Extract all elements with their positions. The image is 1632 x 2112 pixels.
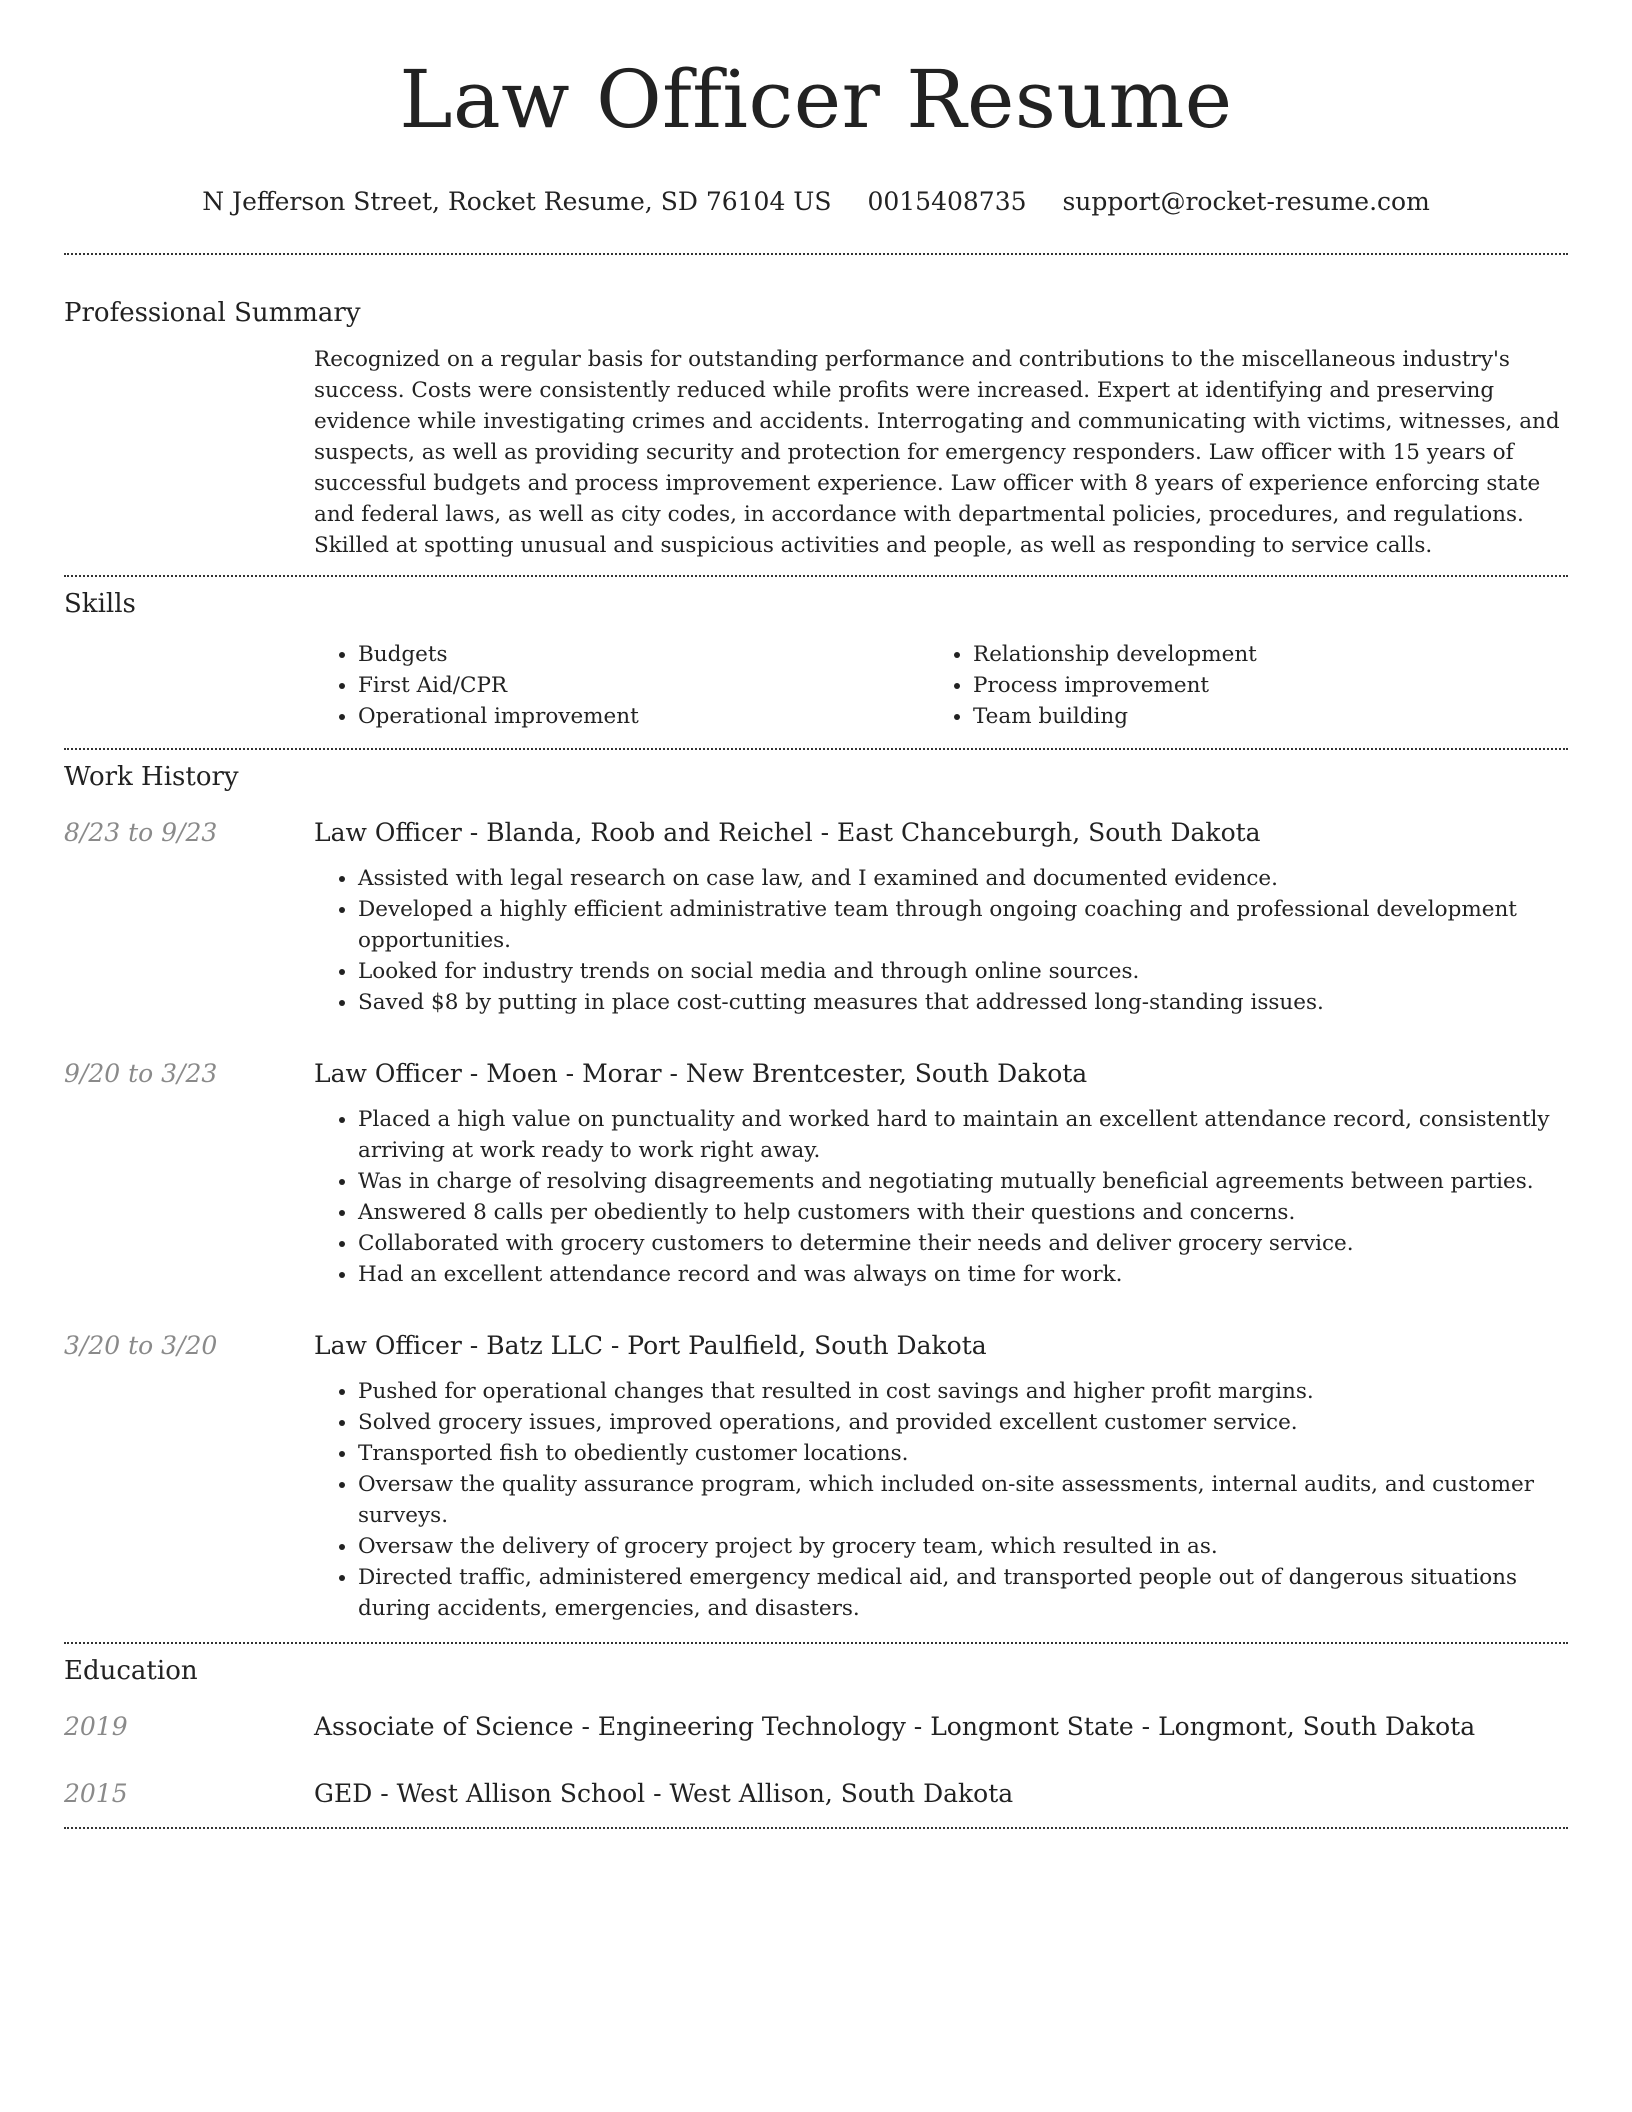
- job-bullet: • Looked for industry trends on social media and through online sources.: [358, 956, 1568, 987]
- job-bullet: • Assisted with legal research on case law, and I examined and documented evidence.: [358, 863, 1568, 894]
- section-heading-education: Education: [64, 1656, 198, 1686]
- job-bullet: • Directed traffic, administered emergency medical aid, and transported people out of dangerous situations during accidents, emergencies, and disasters.: [358, 1562, 1568, 1624]
- education-text: GED - West Allison School - West Allison, South Dakota: [314, 1779, 1014, 1808]
- job-dates: 9/20 to 3/23: [64, 1059, 218, 1088]
- job-bullet: • Answered 8 calls per obediently to help customers with their questions and concerns.: [358, 1197, 1568, 1228]
- contact-address: N Jefferson Street, Rocket Resume, SD 76104 US: [202, 187, 832, 216]
- contact-email: support@rocket-resume.com: [1062, 187, 1430, 216]
- job-entry: [64, 1056, 1568, 1290]
- job-bullet: • Oversaw the delivery of grocery project by grocery team, which resulted in as.: [358, 1531, 1568, 1562]
- skill-item: • First Aid/CPR: [358, 670, 929, 701]
- education-entry: [64, 1776, 1568, 1812]
- skill-item: • Budgets: [358, 639, 929, 670]
- contact-phone: 0015408735: [867, 187, 1027, 216]
- job-bullet: • Oversaw the quality assurance program, which included on-site assessments, internal audits, and customer surveys.: [358, 1469, 1568, 1531]
- job-bullets: [314, 1104, 1568, 1290]
- summary-text: Recognized on a regular basis for outstanding performance and contributions to the miscellaneous industry's success. Costs were consistently reduced while profits were increased. Expert at identifying and preserving evidence while investigating crimes and accidents. Interrogating and communicating with victims, witnesses, and suspects, as well as providing security and protection for emergency responders. Law officer with 15 years of successful budgets and process improvement experience. Law officer with 8 years of experience enforcing state and federal laws, as well as city codes, in accordance with departmental policies, procedures, and regulations. Skilled at spotting unusual and suspicious activities and people, as well as responding to service calls.: [314, 347, 1560, 558]
- skills-list-left: [314, 639, 929, 732]
- job-dates: 8/23 to 9/23: [64, 818, 218, 847]
- job-body: [314, 1328, 1568, 1624]
- skill-item: • Team building: [973, 701, 1544, 732]
- section-heading-summary: Professional Summary: [64, 298, 361, 328]
- skills-list-right: [929, 639, 1544, 732]
- job-body: [314, 815, 1568, 1018]
- summary-section: [64, 255, 1568, 561]
- section-heading-work-history: Work History: [64, 762, 239, 792]
- job-bullet: • Had an excellent attendance record and was always on time for work.: [358, 1259, 1568, 1290]
- section-heading-skills: Skills: [64, 589, 136, 619]
- job-entry: [64, 1328, 1568, 1624]
- job-dates: 3/20 to 3/20: [64, 1331, 218, 1360]
- education-year: 2019: [64, 1712, 128, 1741]
- job-bullet: • Transported fish to obediently customer locations.: [358, 1438, 1568, 1469]
- contact-line: [64, 184, 1568, 220]
- job-bullet: • Developed a highly efficient administrative team through ongoing coaching and professional development opportunities.: [358, 894, 1568, 956]
- job-bullet: • Saved $8 by putting in place cost-cutting measures that addressed long-standing issues.: [358, 987, 1568, 1018]
- skills-section: [64, 577, 1568, 732]
- divider: [64, 1827, 1568, 1829]
- skills-grid: [314, 639, 1568, 732]
- education-section: [64, 1644, 1568, 1812]
- education-entry: [64, 1709, 1568, 1745]
- job-entry: [64, 815, 1568, 1018]
- job-bullet: • Solved grocery issues, improved operations, and provided excellent customer service.: [358, 1407, 1568, 1438]
- skill-item: • Operational improvement: [358, 701, 929, 732]
- job-body: [314, 1056, 1568, 1290]
- education-year: 2015: [64, 1779, 128, 1808]
- work-history-section: [64, 750, 1568, 1624]
- job-bullet: • Was in charge of resolving disagreements and negotiating mutually beneficial agreements between parties.: [358, 1166, 1568, 1197]
- education-text: Associate of Science - Engineering Technology - Longmont State - Longmont, South Dakota: [314, 1712, 1476, 1741]
- skill-item: • Relationship development: [973, 639, 1544, 670]
- job-bullet: • Collaborated with grocery customers to determine their needs and deliver grocery service.: [358, 1228, 1568, 1259]
- job-bullet: • Placed a high value on punctuality and worked hard to maintain an excellent attendance record, consistently arriving at work ready to work right away.: [358, 1104, 1568, 1166]
- page-title: Law Officer Resume: [399, 53, 1233, 146]
- job-title: Law Officer - Moen - Morar - New Brentcester, South Dakota: [314, 1059, 1088, 1088]
- job-bullets: [314, 863, 1568, 1018]
- job-bullet: • Pushed for operational changes that resulted in cost savings and higher profit margins.: [358, 1376, 1568, 1407]
- job-bullets: [314, 1376, 1568, 1624]
- skill-item: • Process improvement: [973, 670, 1544, 701]
- job-title: Law Officer - Blanda, Roob and Reichel - East Chanceburgh, South Dakota: [314, 818, 1261, 847]
- job-title: Law Officer - Batz LLC - Port Paulfield, South Dakota: [314, 1331, 987, 1360]
